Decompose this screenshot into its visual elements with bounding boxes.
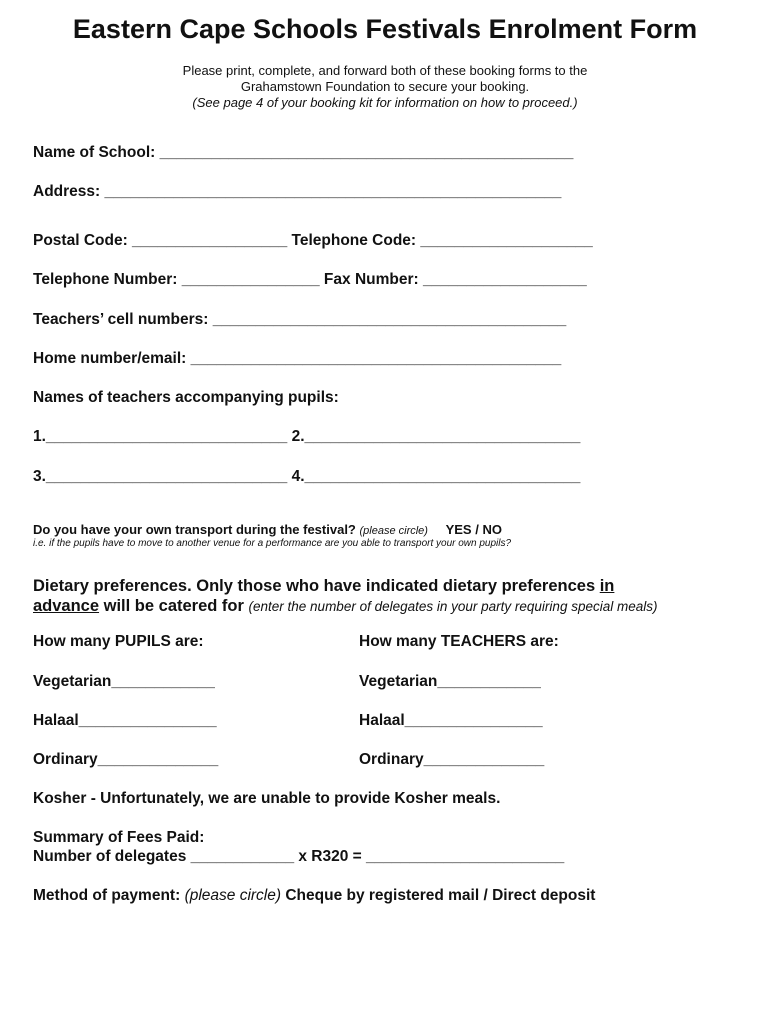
dietary-text-2: will be catered for bbox=[99, 597, 249, 615]
payment-label: Method of payment: bbox=[33, 887, 185, 904]
intro-line-1: Please print, complete, and forward both of these booking forms to the bbox=[182, 63, 588, 78]
payment-circle-hint: (please circle) bbox=[184, 887, 282, 904]
telephone-fax-field[interactable]: Telephone Number: ________________ Fax Number: ___________________ bbox=[33, 271, 587, 288]
postal-telephone-code-field[interactable]: Postal Code: __________________ Telephone Code: ____________________ bbox=[33, 232, 593, 249]
transport-note: i.e. if the pupils have to move to another venue for a performance are you able to transport your own pupils? bbox=[33, 538, 512, 549]
teachers-vegetarian-field[interactable]: Vegetarian____________ bbox=[359, 673, 541, 690]
dietary-advance: advance bbox=[33, 597, 100, 615]
dietary-in: in bbox=[599, 577, 615, 595]
transport-yes-no[interactable]: YES / NO bbox=[445, 522, 502, 537]
teachers-halaal-field[interactable]: Halaal________________ bbox=[359, 712, 543, 729]
transport-question-text: Do you have your own transport during the festival? bbox=[33, 522, 356, 537]
dietary-line-1 bbox=[33, 577, 614, 596]
payment-options[interactable]: Cheque by registered mail / Direct deposit bbox=[281, 887, 596, 904]
address-field[interactable]: Address: _____________________________________________________ bbox=[33, 183, 562, 200]
fees-heading: Summary of Fees Paid: bbox=[33, 829, 205, 846]
payment-method bbox=[33, 887, 595, 905]
pupils-vegetarian-field[interactable]: Vegetarian____________ bbox=[33, 673, 215, 690]
intro-line-2: Grahamstown Foundation to secure your booking. bbox=[240, 79, 530, 94]
intro-text bbox=[0, 63, 770, 111]
teachers-ordinary-field[interactable]: Ordinary______________ bbox=[359, 751, 545, 768]
intro-line-3: (See page 4 of your booking kit for information on how to proceed.) bbox=[192, 95, 578, 110]
kosher-notice: Kosher - Unfortunately, we are unable to provide Kosher meals. bbox=[33, 790, 501, 807]
form-title: Eastern Cape Schools Festivals Enrolment Form bbox=[72, 14, 698, 44]
teachers-cell-field[interactable]: Teachers’ cell numbers: _________________________________________ bbox=[33, 311, 567, 328]
teacher-names-row-2[interactable]: 3.____________________________ 4.________________________________ bbox=[33, 468, 581, 485]
teacher-names-row-1[interactable]: 1.____________________________ 2.________________________________ bbox=[33, 428, 581, 445]
pupils-halaal-field[interactable]: Halaal________________ bbox=[33, 712, 217, 729]
teachers-meals-heading: How many TEACHERS are: bbox=[359, 633, 559, 650]
dietary-note: (enter the number of delegates in your party requiring special meals) bbox=[248, 599, 658, 614]
transport-circle-hint: (please circle) bbox=[359, 525, 428, 537]
dietary-text-1: Dietary preferences. Only those who have indicated dietary preferences bbox=[33, 577, 600, 595]
school-name-field[interactable]: Name of School: ________________________________________________ bbox=[33, 144, 574, 161]
pupils-ordinary-field[interactable]: Ordinary______________ bbox=[33, 751, 219, 768]
dietary-line-2 bbox=[33, 597, 657, 616]
home-email-field[interactable]: Home number/email: ___________________________________________ bbox=[33, 350, 562, 367]
fees-delegates-field[interactable]: Number of delegates ____________ x R320 = _______________________ bbox=[33, 848, 565, 865]
pupils-heading: How many PUPILS are: bbox=[33, 633, 204, 650]
teachers-heading: Names of teachers accompanying pupils: bbox=[33, 389, 339, 406]
transport-question bbox=[33, 522, 502, 537]
